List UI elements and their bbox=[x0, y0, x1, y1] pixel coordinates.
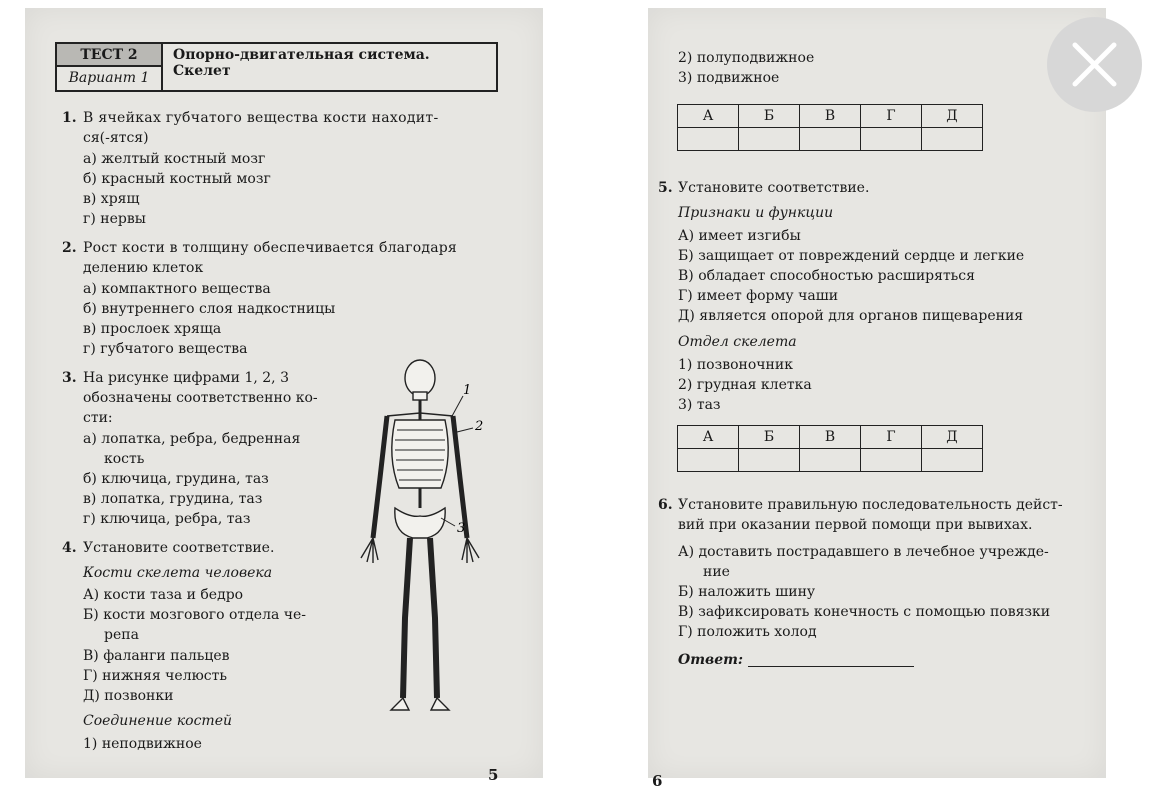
header-g: Г bbox=[861, 105, 922, 128]
q2-option-a: а) компактного вещества bbox=[83, 281, 271, 297]
close-icon bbox=[1071, 41, 1118, 88]
header-d: Д bbox=[922, 426, 983, 449]
test-header bbox=[55, 42, 498, 92]
q2-option-b: б) внутреннего слоя надкостницы bbox=[83, 301, 336, 317]
close-button[interactable] bbox=[1047, 17, 1142, 112]
q4-heading-bones: Кости скелета человека bbox=[83, 565, 273, 581]
header-b: Б bbox=[739, 426, 800, 449]
q4-text: Установите соответствие. bbox=[83, 540, 275, 556]
q4-item-a: А) кости таза и бедро bbox=[83, 587, 244, 603]
q4-item-d: Г) нижняя челюсть bbox=[83, 668, 227, 684]
variant-label: Вариант 1 bbox=[57, 67, 163, 90]
answer-cell[interactable] bbox=[861, 128, 922, 151]
q6-item-d: Г) положить холод bbox=[678, 624, 817, 640]
answer-cell[interactable] bbox=[800, 449, 861, 472]
q3-option-a: а) лопатка, ребра, бедренная bbox=[83, 431, 301, 447]
answer-cell[interactable] bbox=[739, 128, 800, 151]
answer-cell[interactable] bbox=[678, 128, 739, 151]
q1-option-b: б) красный костный мозг bbox=[83, 171, 271, 187]
q4-item-b: Б) кости мозгового отдела че- bbox=[83, 607, 307, 623]
label-1: 1 bbox=[463, 383, 472, 398]
answer-line[interactable] bbox=[748, 666, 914, 667]
q4-joint-3: 3) подвижное bbox=[678, 70, 780, 86]
q4-item-b-cont: репа bbox=[104, 627, 139, 643]
q4-joint-2: 2) полуподвижное bbox=[678, 50, 815, 66]
q1-option-d: г) нервы bbox=[83, 211, 146, 227]
header-b: Б bbox=[739, 105, 800, 128]
jaw bbox=[413, 392, 427, 400]
q4-number: 4. bbox=[62, 540, 77, 556]
q4-joint-1: 1) неподвижное bbox=[83, 736, 202, 752]
q3-option-a-cont: кость bbox=[104, 451, 145, 467]
answer-table-q5 bbox=[677, 425, 983, 472]
q5-item-c: В) обладает способностью расширяться bbox=[678, 268, 975, 284]
q5-heading-features: Признаки и функции bbox=[678, 205, 834, 221]
header-g: Г bbox=[861, 426, 922, 449]
q6-item-a-cont: ние bbox=[703, 564, 730, 580]
q4-item-e: Д) позвонки bbox=[83, 688, 174, 704]
hand-bones bbox=[361, 538, 479, 563]
q5-item-b: Б) защищает от повреждений сердце и легкие bbox=[678, 248, 1025, 264]
q6-item-c: В) зафиксировать конечность с помощью повязки bbox=[678, 604, 1051, 620]
label-3: 3 bbox=[457, 521, 466, 536]
q5-part-3: 3) таз bbox=[678, 397, 721, 413]
header-v: В bbox=[800, 426, 861, 449]
answer-cell[interactable] bbox=[922, 449, 983, 472]
pelvis bbox=[395, 508, 445, 538]
q3-number: 3. bbox=[62, 370, 77, 386]
skull bbox=[405, 360, 435, 396]
q3-option-b: б) ключица, грудина, таз bbox=[83, 471, 269, 487]
test-number: ТЕСТ 2 bbox=[57, 44, 163, 67]
answer-cell[interactable] bbox=[739, 449, 800, 472]
q2-text-line1: Рост кости в толщину обеспечивается благодаря bbox=[83, 240, 457, 256]
answer-cell[interactable] bbox=[861, 449, 922, 472]
q1-text-line2: ся(-ятся) bbox=[83, 130, 149, 146]
answer-table-q4 bbox=[677, 104, 983, 151]
q1-option-a: а) желтый костный мозг bbox=[83, 151, 266, 167]
answer-cell[interactable] bbox=[678, 449, 739, 472]
q5-item-d: Г) имеет форму чаши bbox=[678, 288, 839, 304]
skeleton-figure bbox=[335, 358, 505, 723]
label-2: 2 bbox=[475, 419, 484, 434]
q6-item-b: Б) наложить шину bbox=[678, 584, 816, 600]
q2-text-line2: делению клеток bbox=[83, 260, 204, 276]
q6-text-line1: Установите правильную последовательность дейст- bbox=[678, 497, 1063, 513]
q3-text-line3: сти: bbox=[83, 410, 113, 426]
q2-option-d: г) губчатого вещества bbox=[83, 341, 248, 357]
q5-part-2: 2) грудная клетка bbox=[678, 377, 812, 393]
answer-label: Ответ: bbox=[678, 652, 744, 668]
foot-bones bbox=[391, 698, 449, 710]
q3-text-line1: На рисунке цифрами 1, 2, 3 bbox=[83, 370, 289, 386]
page-number-left: 5 bbox=[488, 766, 499, 784]
leg-bones bbox=[403, 538, 437, 698]
q2-option-c: в) прослоек хряща bbox=[83, 321, 222, 337]
q1-text-line1: В ячейках губчатого вещества кости находит- bbox=[83, 110, 439, 126]
q5-heading-sections: Отдел скелета bbox=[678, 334, 797, 350]
q5-number: 5. bbox=[658, 180, 673, 196]
q3-option-c: в) лопатка, грудина, таз bbox=[83, 491, 263, 507]
answer-cell[interactable] bbox=[922, 128, 983, 151]
q5-item-e: Д) является опорой для органов пищеварения bbox=[678, 308, 1024, 324]
q5-item-a: А) имеет изгибы bbox=[678, 228, 801, 244]
q1-option-c: в) хрящ bbox=[83, 191, 140, 207]
q3-text-line2: обозначены соответственно ко- bbox=[83, 390, 318, 406]
header-v: В bbox=[800, 105, 861, 128]
q6-item-a: А) доставить пострадавшего в лечебное учрежде- bbox=[678, 544, 1049, 560]
label-line-1 bbox=[451, 396, 463, 418]
q1-number: 1. bbox=[62, 110, 77, 126]
q3-option-d: г) ключица, ребра, таз bbox=[83, 511, 251, 527]
q6-number: 6. bbox=[658, 497, 673, 513]
q4-heading-joints: Соединение костей bbox=[83, 713, 233, 729]
q4-item-c: В) фаланги пальцев bbox=[83, 648, 230, 664]
header-a: А bbox=[678, 105, 739, 128]
q2-number: 2. bbox=[62, 240, 77, 256]
q5-text: Установите соответствие. bbox=[678, 180, 870, 196]
answer-cell[interactable] bbox=[800, 128, 861, 151]
header-d: Д bbox=[922, 105, 983, 128]
header-a: А bbox=[678, 426, 739, 449]
page-number-right: 6 bbox=[652, 772, 663, 790]
q5-part-1: 1) позвоночник bbox=[678, 357, 793, 373]
test-title: Опорно-двигательная система. Скелет bbox=[173, 47, 430, 79]
q6-text-line2: вий при оказании первой помощи при вывихах. bbox=[678, 517, 1033, 533]
